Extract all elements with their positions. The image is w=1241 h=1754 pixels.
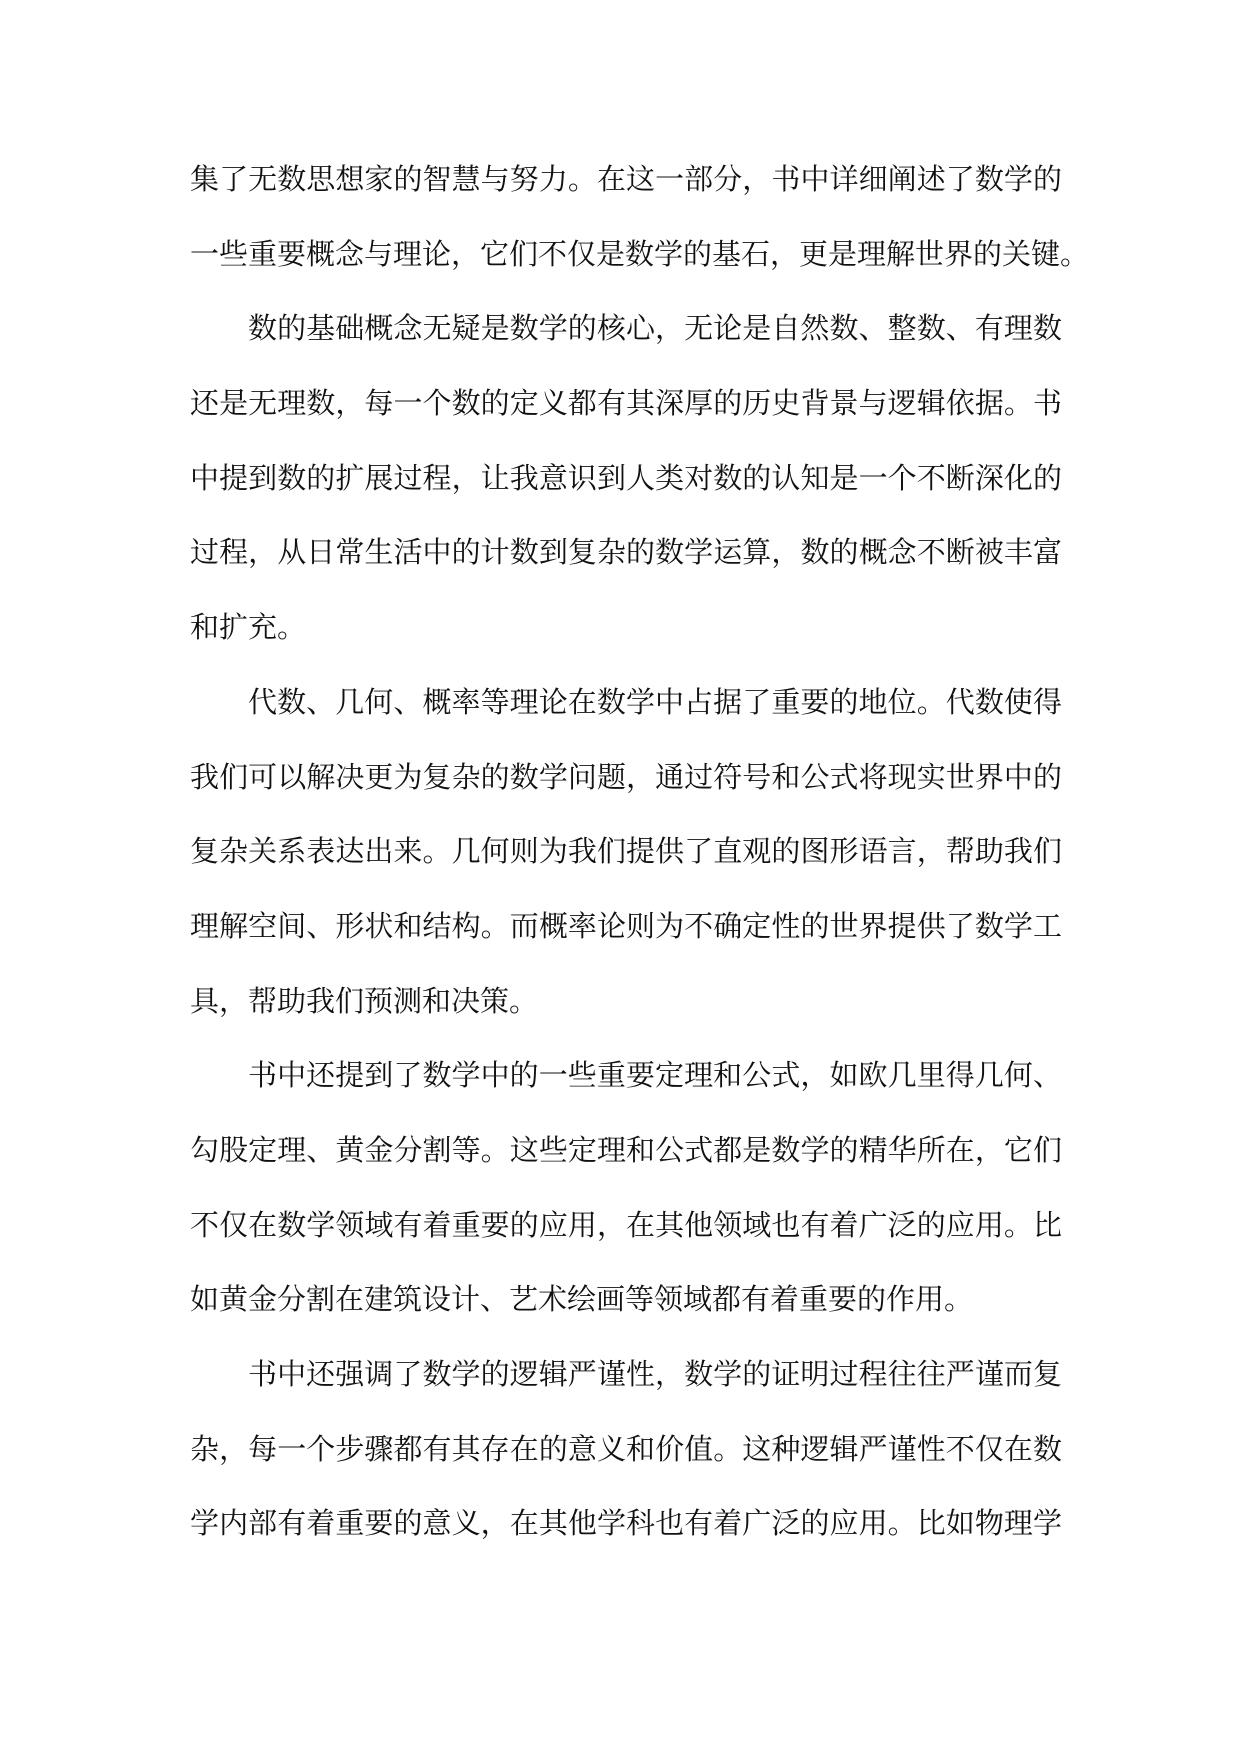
text-line: 还是无理数，每一个数的定义都有其深厚的历史背景与逻辑依据。书 [190,386,1062,421]
text-line: 数的基础概念无疑是数学的核心，无论是自然数、整数、有理数 [248,311,1062,346]
text-line: 和扩充。 [190,610,307,645]
text-line: 代数、几何、概率等理论在数学中占据了重要的地位。代数使得 [248,684,1062,719]
text-line: 杂，每一个步骤都有其存在的意义和价值。这种逻辑严谨性不仅在数 [190,1431,1062,1466]
text-line: 学内部有着重要的意义，在其他学科也有着广泛的应用。比如物理学 [190,1506,1062,1541]
text-line: 理解空间、形状和结构。而概率论则为不确定性的世界提供了数学工 [190,908,1062,943]
paragraph-5 [190,1337,1062,1561]
body-text [190,142,1090,1561]
text-line: 如黄金分割在建筑设计、艺术绘画等领域都有着重要的作用。 [190,1282,974,1317]
text-line: 书中还提到了数学中的一些重要定理和公式，如欧几里得几何、 [248,1058,1062,1093]
text-line: 一些重要概念与理论，它们不仅是数学的基石，更是理解世界的关键。 [190,236,1090,271]
text-line: 集了无数思想家的智慧与努力。在这一部分，书中详细阐述了数学的 [190,162,1062,196]
text-line: 过程，从日常生活中的计数到复杂的数学运算，数的概念不断被丰富 [190,535,1062,570]
text-line: 书中还强调了数学的逻辑严谨性，数学的证明过程往往严谨而复 [248,1357,1062,1391]
text-line: 我们可以解决更为复杂的数学问题，通过符号和公式将现实世界中的 [190,759,1062,794]
paragraph-3 [190,665,1062,1038]
paragraph-2 [190,291,1062,664]
text-line: 勾股定理、黄金分割等。这些定理和公式都是数学的精华所在，它们 [190,1132,1062,1167]
text-line: 复杂关系表达出来。几何则为我们提供了直观的图形语言，帮助我们 [190,834,1062,869]
paragraph-4 [190,1038,1062,1337]
text-line: 不仅在数学领域有着重要的应用，在其他领域也有着广泛的应用。比 [190,1207,1062,1242]
text-line: 中提到数的扩展过程，让我意识到人类对数的认知是一个不断深化的 [190,460,1062,495]
text-line: 具，帮助我们预测和决策。 [190,983,539,1018]
paragraph-1 [190,142,1090,291]
